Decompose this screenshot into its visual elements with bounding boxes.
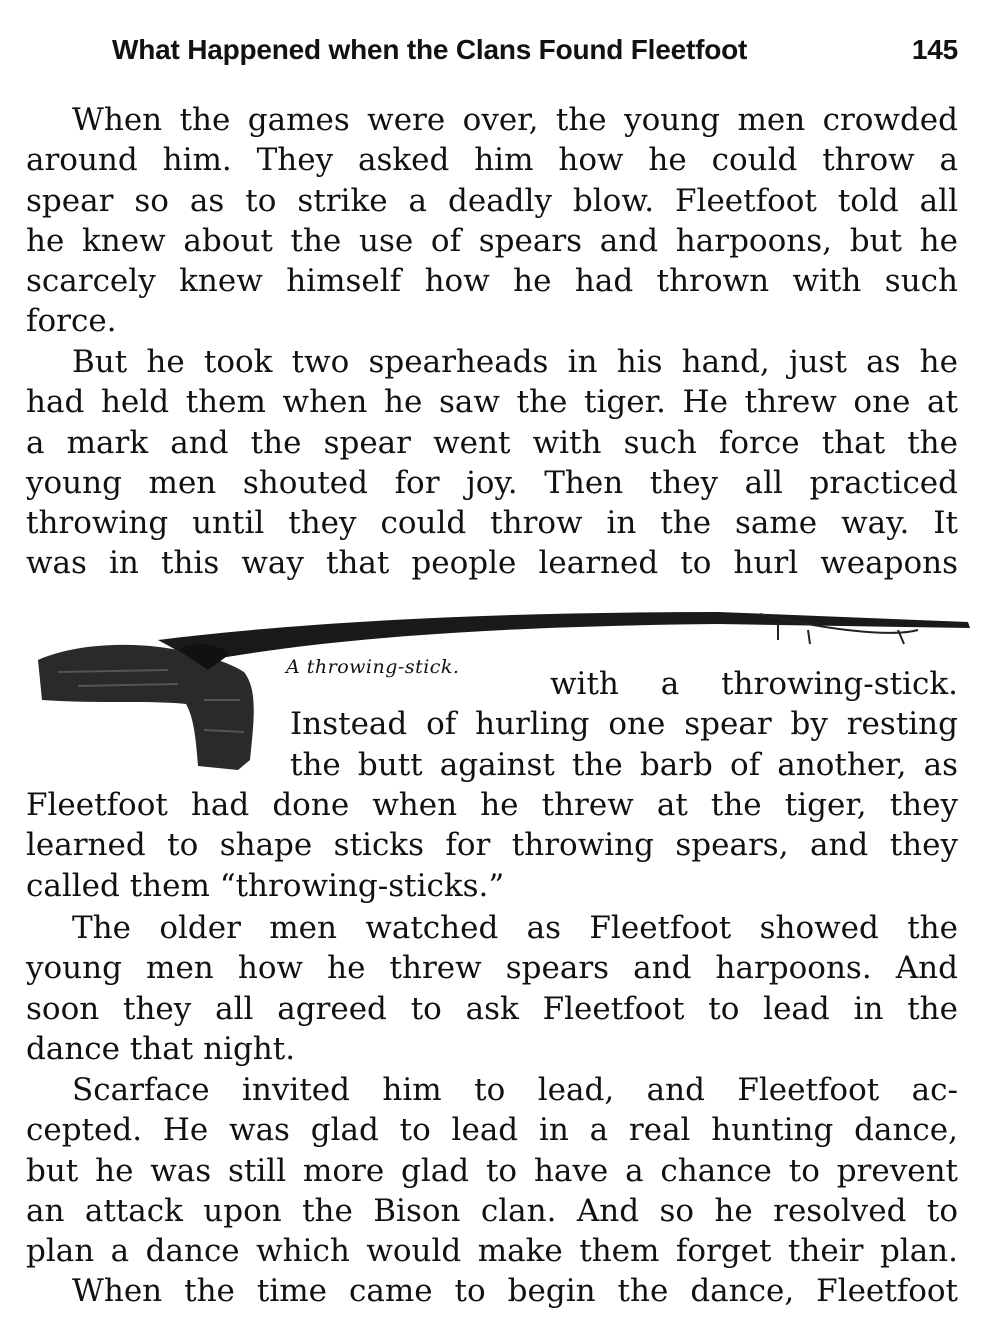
text-line: had held them when he saw the tiger. He threw one at — [26, 384, 958, 421]
text-line: soon they all agreed to ask Fleetfoot to lead in the — [26, 990, 958, 1027]
chapter-title: What Happened when the Clans Found Fleetfoot — [112, 34, 748, 65]
text-line: spear so as to strike a deadly blow. Fleetfoot told all — [26, 182, 958, 219]
text-line: with a throwing-stick. — [550, 666, 958, 702]
text-line: learned to shape sticks for throwing spears, and they — [26, 827, 958, 864]
paragraph-2 — [26, 342, 958, 584]
text-line: Instead of hurling one spear by resting — [290, 706, 958, 743]
text-line: Scarface invited him to lead, and Fleetfoot ac- — [72, 1072, 958, 1108]
paragraph-4 — [26, 908, 958, 1069]
text-line: When the games were over, the young men crowded — [72, 102, 958, 138]
text-line: a mark and the spear went with such force that the — [26, 424, 958, 461]
text-line: force. — [26, 303, 117, 340]
text-line: The older men watched as Fleetfoot showed the — [72, 910, 958, 946]
text-line: but he was still more glad to have a chance to prevent — [26, 1152, 958, 1189]
paragraph-5 — [26, 1070, 958, 1312]
text-line: was in this way that people learned to hurl weapons — [26, 545, 958, 582]
running-header — [112, 34, 958, 74]
text-line: called them “throwing-sticks.” — [26, 867, 505, 904]
text-line: young men shouted for joy. Then they all practiced — [26, 464, 958, 501]
page-number: 145 — [911, 34, 958, 65]
text-line: young men how he threw spears and harpoons. And — [26, 950, 958, 987]
text-line: throwing until they could throw in the same way. It — [26, 505, 958, 542]
figure-caption: A throwing-stick. — [286, 656, 460, 678]
text-line: he knew about the use of spears and harpoons, but he — [26, 222, 958, 259]
text-line: plan a dance which would make them forget their plan. — [26, 1233, 958, 1270]
text-line: cepted. He was glad to lead in a real hunting dance, — [26, 1112, 958, 1149]
text-line: dance that night. — [26, 1030, 296, 1067]
text-line: Fleetfoot had done when he threw at the tiger, they — [26, 787, 958, 823]
text-line: an attack upon the Bison clan. And so he resolved to — [26, 1192, 958, 1229]
text-line: around him. They asked him how he could throw a — [26, 142, 958, 179]
text-line: When the time came to begin the dance, Fleetfoot — [72, 1273, 958, 1310]
text-line: the butt against the barb of another, as — [290, 746, 958, 783]
text-line: scarcely knew himself how he had thrown with such — [26, 263, 958, 300]
paragraph-1 — [26, 100, 958, 342]
paragraph-3-continued — [26, 785, 958, 906]
paragraph-3 — [26, 664, 958, 785]
text-line: But he took two spearheads in his hand, just as he — [72, 344, 958, 380]
